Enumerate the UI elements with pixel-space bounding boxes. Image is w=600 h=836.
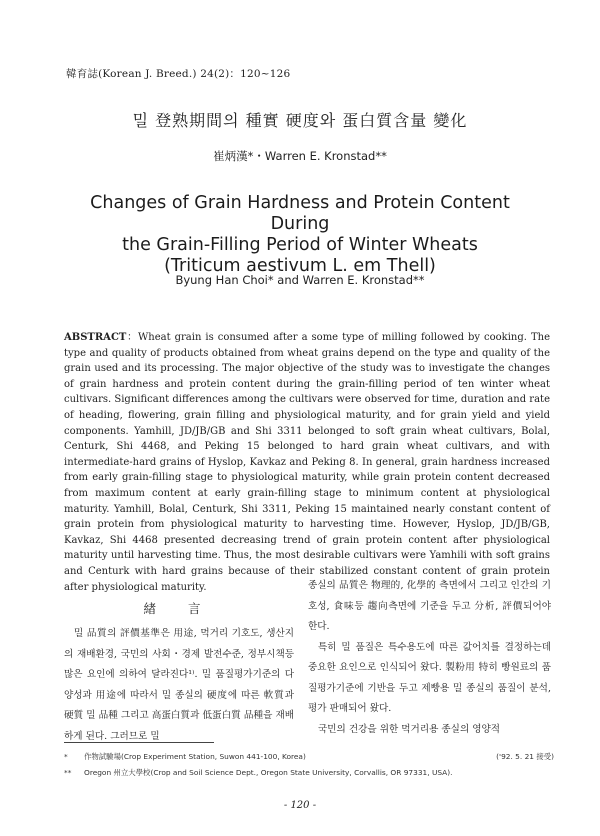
- english-authors: Byung Han Choi* and Warren E. Kronstad**: [175, 273, 425, 287]
- footnote-2: [64, 767, 554, 778]
- intro-right-column: [308, 576, 551, 740]
- footnote-1-text: 作物試驗場(Crop Experiment Station, Suwon 441-100, Korea): [84, 752, 306, 761]
- page-number: - 120 -: [283, 800, 317, 811]
- intro-heading: 緖 言: [143, 601, 215, 616]
- intro-left-paragraph: 밀 品質의 評價基準은 用途, 먹거리 기호도, 생산지의 재배환경, 국민의 사회・경제 발전수준, 정부시책등 많은 요인에 의하여 달라진다¹⁾. 밀 품질평가기준의 다양성과 用途에 따라서 밀 종실의 硬度에 따른 軟質과 硬質 밀 品種 그리고 高蛋白質과 低蛋白質 品種을 재배하게 된다. 그러므로 밀: [64, 628, 294, 742]
- intro-right-paragraph-2: 특히 밀 품질은 특수용도에 따른 값어치를 결정하는데 중요한 요인으로 인식되어 왔다. 製粉用 特히 빵원료의 품질평가기준에 기반을 두고 제빵용 밀 종실의 품질이 분석, 평가 판매되어 왔다.: [308, 641, 551, 714]
- english-title: [60, 193, 540, 277]
- footnote-1: [64, 751, 554, 762]
- intro-right-paragraph-1: 종실의 品質은 物理的, 化學的 측면에서 그리고 인간의 기호성, 食味등 趨向측면에 기준을 두고 分析, 評價되어야 한다.: [308, 580, 551, 632]
- abstract-text: Wheat grain is consumed after a some type of milling followed by cooking. The type and quality of products obtained from wheat grains depend on the type and quality of the grain used and its processing. The major objective of the study was to investigate the changes of grain hardness and protein content during the grain-filling period of ten winter wheat cultivars. Significant differences among the cultivars were observed for time, duration and rate of heading, flowering, grain filling and physiological maturity, and for grain yield and yield components. Yamhill, JD/JB/GB and Shi 3311 belonged to soft grain wheat cultivars, Bolal, Centurk, Shi 4468, and Peking 15 belonged to hard grain wheat cultivars, and with intermediate-hard grains of Hyslop, Kavkaz and Peking 8. In general, grain hardness increased from early grain-filling stage to physiological maturity, while grain protein content decreased from maximum content at early grain-filling stage to minimum content at physiological maturity. Yamhill, Bolal, Centurk, Shi 3311, Peking 15 maintained nearly constant content of grain protein from physiological maturity to harvesting time. However, Hyslop, JD/JB/GB, Kavkaz, Shi 4468 presented decreasing trend of grain protein content after physiological maturity until harvesting time. Thus, the most desirable cultivars were Yamhili with soft grains and Centurk with hard grains because of their stabilized constant content of grain protein after physiological maturity.: [64, 332, 550, 593]
- footnote-divider: [64, 742, 214, 743]
- abstract: [64, 330, 550, 595]
- intro-right-paragraph-3: 국민의 건강을 위한 먹거리용 종실의 영양적: [318, 723, 501, 735]
- footnote-1-mark: *: [64, 752, 68, 761]
- english-title-line-2: the Grain-Filling Period of Winter Wheats: [122, 235, 478, 255]
- abstract-separator: ：: [126, 332, 138, 343]
- footnote-2-mark: **: [64, 768, 72, 777]
- korean-authors: 崔炳漢*・Warren E. Kronstad**: [213, 149, 387, 163]
- journal-citation: 韓育誌(Korean J. Breed.) 24(2)：120~126: [66, 68, 291, 80]
- intro-left-column: [64, 600, 294, 747]
- footnote-2-text: Oregon 州立大學校(Crop and Soil Science Dept., Oregon State University, Corvallis, OR 97331, USA).: [84, 768, 453, 777]
- english-title-line-3: (Triticum aestivum L. em Thell): [164, 256, 436, 276]
- abstract-label: ABSTRACT: [64, 332, 127, 343]
- received-date: ('92. 5. 21 接受): [496, 752, 554, 761]
- korean-title: 밀 登熟期間의 種實 硬度와 蛋白質含量 變化: [132, 111, 468, 130]
- english-title-line-1: Changes of Grain Hardness and Protein Content During: [90, 193, 510, 234]
